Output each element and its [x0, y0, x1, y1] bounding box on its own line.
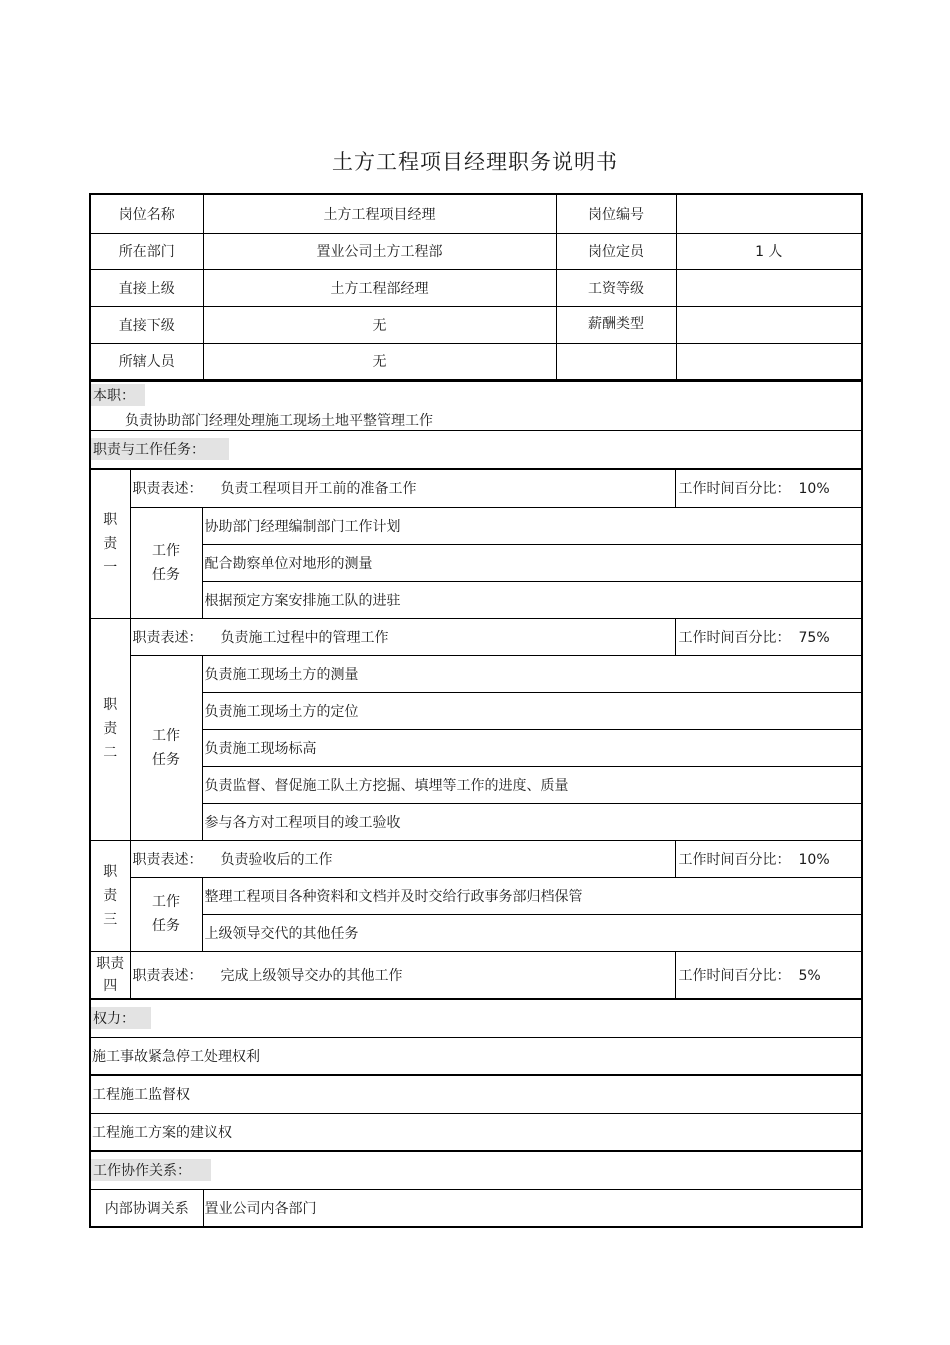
task-item: 配合勘察单位对地形的测量 [202, 544, 862, 581]
task-item: 负责施工现场标高 [202, 729, 862, 766]
field-label: 直接上级 [90, 269, 203, 306]
group-name: 职责三 [90, 840, 130, 951]
document-title: 土方工程项目经理职务说明书 [332, 150, 618, 174]
power-row [90, 1037, 862, 1075]
field-value: 土方工程项目经理 [203, 194, 556, 233]
responsibility-desc-row [90, 951, 862, 999]
task-item: 上级领导交代的其他任务 [202, 914, 862, 951]
task-item: 协助部门经理编制部门工作计划 [202, 507, 862, 544]
basic-row [90, 233, 862, 269]
cooperation-header-row [90, 1151, 862, 1189]
power-item: 工程施工监督权 [90, 1075, 862, 1113]
task-item: 根据预定方案安排施工队的进驻 [202, 581, 862, 618]
task-item: 整理工程项目各种资料和文档并及时交给行政事务部归档保管 [202, 877, 862, 914]
basic-row [90, 306, 862, 343]
field-value [676, 306, 862, 343]
task-row [90, 655, 862, 692]
task-label: 工作任务 [130, 507, 202, 618]
duty-label: 本职： [91, 384, 145, 406]
field-label: 直接下级 [90, 306, 203, 343]
desc-cell [130, 951, 675, 999]
group-name: 职责四 [90, 951, 130, 999]
field-label: 工资等级 [556, 269, 676, 306]
task-item: 参与各方对工程项目的竣工验收 [202, 803, 862, 840]
responsibility-desc-row [90, 840, 862, 877]
task-item: 负责施工现场土方的测量 [202, 655, 862, 692]
task-row [90, 581, 862, 618]
power-item: 施工事故紧急停工处理权利 [90, 1037, 862, 1075]
power-row [90, 1113, 862, 1151]
field-label: 薪酬类型 [556, 306, 676, 343]
desc-cell [130, 618, 675, 655]
responsibility-desc-row [90, 618, 862, 655]
task-row [90, 803, 862, 840]
task-row [90, 914, 862, 951]
pct-label: 工作时间百分比： [678, 851, 791, 868]
internal-key: 内部协调关系 [90, 1189, 203, 1227]
basic-row [90, 194, 862, 233]
field-value: 置业公司土方工程部 [203, 233, 556, 269]
responsibilities-header-row [90, 431, 862, 469]
field-label: 所辖人员 [90, 343, 203, 380]
task-label: 工作任务 [130, 655, 202, 840]
field-label: 岗位定员 [556, 233, 676, 269]
basic-row [90, 343, 862, 380]
duty-text: 负责协助部门经理处理施工现场土地平整管理工作 [125, 413, 433, 429]
group-name: 职责二 [90, 618, 130, 840]
field-value [676, 194, 862, 233]
desc-text: 负责验收后的工作 [220, 851, 333, 868]
desc-text: 负责工程项目开工前的准备工作 [220, 481, 417, 498]
power-row [90, 1075, 862, 1113]
desc-label: 职责表述： [132, 967, 203, 984]
task-row [90, 766, 862, 803]
pct-label: 工作时间百分比： [678, 481, 791, 498]
task-item: 负责施工现场土方的定位 [202, 692, 862, 729]
power-item: 工程施工方案的建议权 [90, 1113, 862, 1151]
cooperation-row [90, 1189, 862, 1227]
pct-label: 工作时间百分比： [678, 629, 791, 646]
field-value: 土方工程部经理 [203, 269, 556, 306]
desc-cell [130, 840, 675, 877]
power-header-row [90, 999, 862, 1037]
desc-text: 负责施工过程中的管理工作 [220, 629, 389, 646]
pct-value: 75% [798, 629, 830, 646]
desc-label: 职责表述： [132, 629, 203, 646]
pct-cell [675, 840, 862, 877]
pct-cell [675, 951, 862, 999]
pct-label: 工作时间百分比： [678, 967, 791, 984]
field-value [676, 269, 862, 306]
field-label: 岗位编号 [556, 194, 676, 233]
task-item: 负责监督、督促施工队土方挖掘、填埋等工作的进度、质量 [202, 766, 862, 803]
field-value: 1 人 [676, 233, 862, 269]
pct-value: 5% [798, 967, 821, 984]
desc-cell [130, 469, 675, 507]
field-label: 岗位名称 [90, 194, 203, 233]
power-label: 权力： [91, 1007, 151, 1029]
desc-label: 职责表述： [132, 851, 203, 868]
field-value: 无 [203, 306, 556, 343]
task-row [90, 692, 862, 729]
pct-cell [675, 618, 862, 655]
basic-info-table [89, 193, 863, 381]
task-row [90, 729, 862, 766]
cooperation-label: 工作协作关系： [91, 1159, 211, 1181]
group-name: 职责一 [90, 469, 130, 618]
basic-row [90, 269, 862, 306]
task-row [90, 507, 862, 544]
task-row [90, 877, 862, 914]
responsibilities-table [89, 468, 863, 1000]
responsibility-desc-row [90, 469, 862, 507]
pct-value: 10% [798, 851, 830, 868]
field-value: 无 [203, 343, 556, 380]
task-label: 工作任务 [130, 877, 202, 951]
power-table [89, 998, 863, 1152]
pct-cell [675, 469, 862, 507]
internal-value: 置业公司内各部门 [203, 1189, 862, 1227]
field-label: 所在部门 [90, 233, 203, 269]
field-value [676, 343, 862, 380]
cooperation-table [89, 1150, 863, 1228]
pct-value: 10% [798, 481, 830, 498]
desc-label: 职责表述： [132, 481, 203, 498]
duty-row [90, 381, 862, 431]
task-row [90, 544, 862, 581]
desc-text: 完成上级领导交办的其他工作 [220, 967, 403, 984]
field-label [556, 343, 676, 380]
responsibilities-label: 职责与工作任务： [91, 438, 229, 460]
duty-table [89, 380, 863, 470]
